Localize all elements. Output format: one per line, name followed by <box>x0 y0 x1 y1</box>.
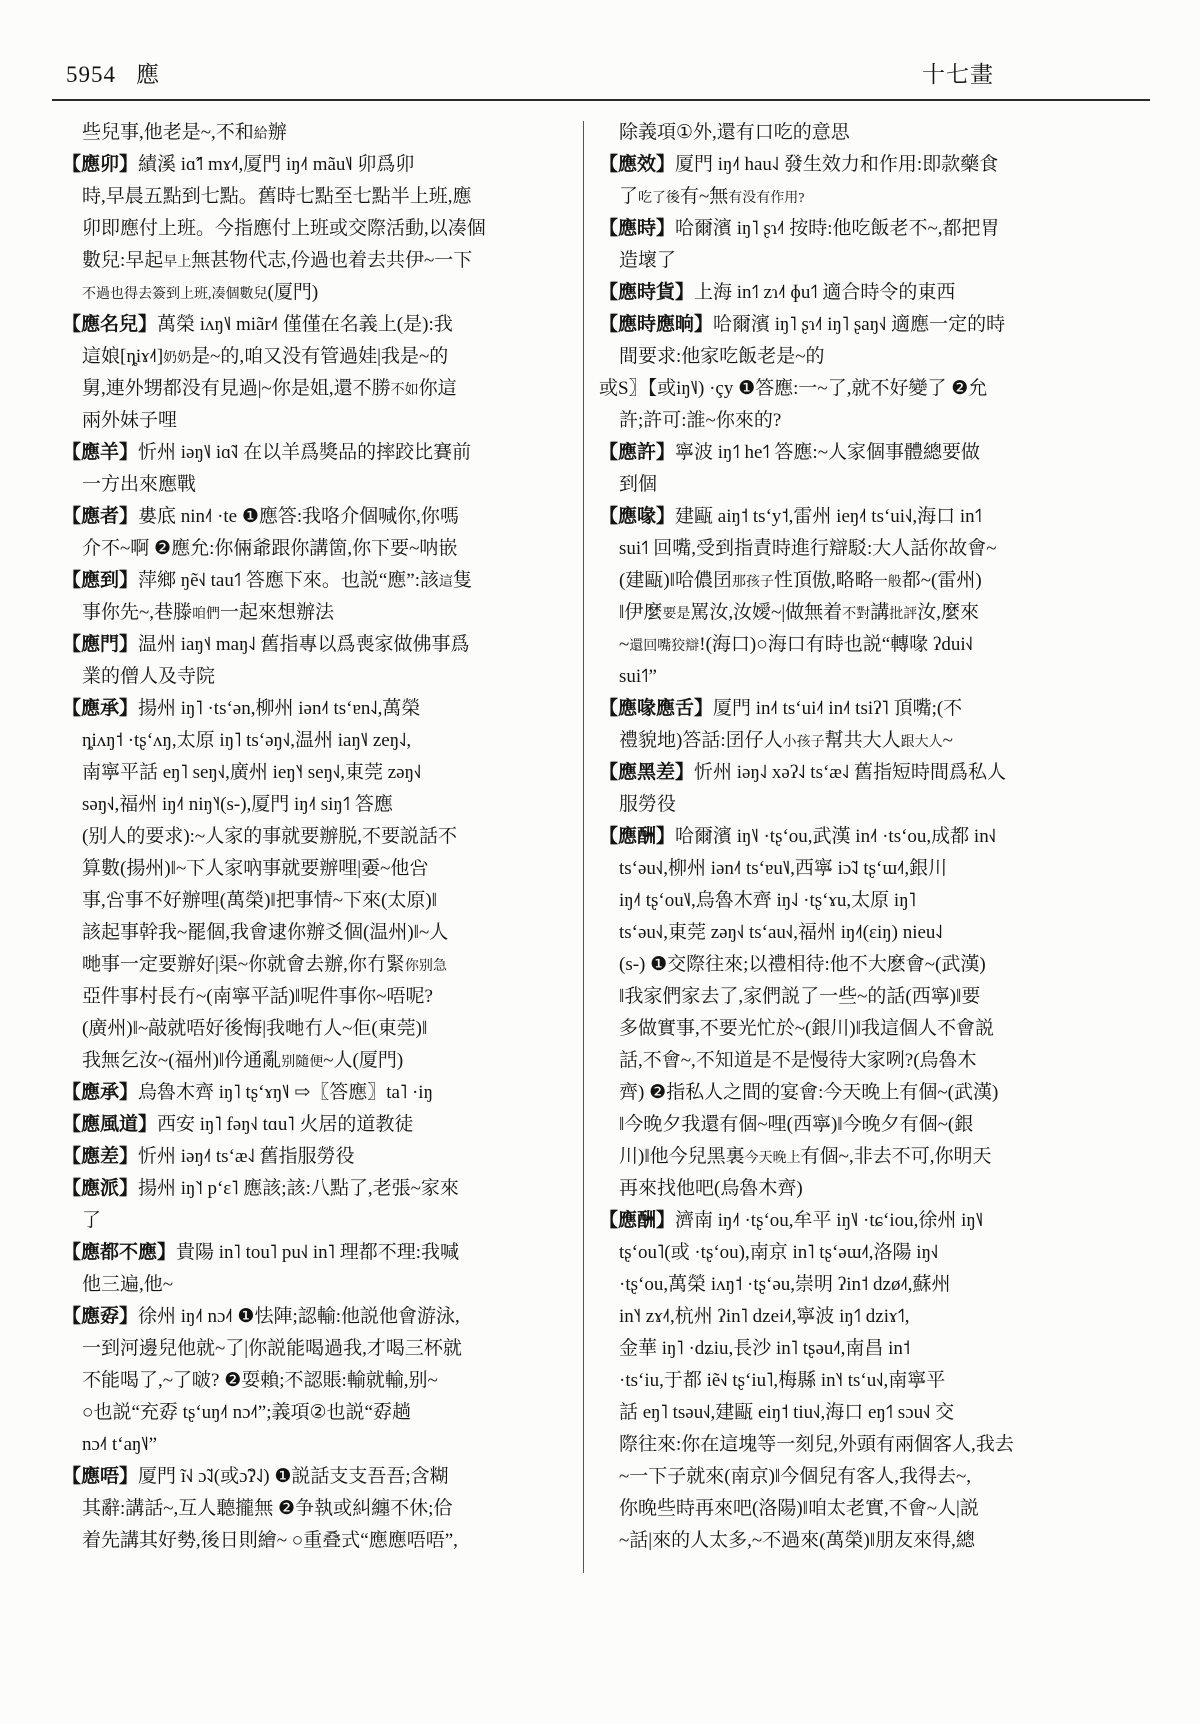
headword: 【應名兒】 <box>62 314 158 335</box>
gloss-small-text: 一般 <box>873 575 902 590</box>
text-run: nɔ˨˦ tʻaŋ˥˩” <box>82 1434 158 1455</box>
headword: 【應羊】 <box>62 442 139 463</box>
text-line <box>599 981 1161 1013</box>
text-line <box>599 917 1161 949</box>
text-run: 業的僧人及寺院 <box>82 666 216 687</box>
headword: 【應門】 <box>62 634 139 655</box>
text-run: 罵汝,汝嬡~|做無着 <box>690 602 843 623</box>
text-run: (廣州)‖~敲就唔好後悔|我哋冇人~佢(東莞)‖ <box>82 1018 428 1039</box>
text-line <box>62 949 568 981</box>
headword: 【應唔】 <box>62 1466 139 1487</box>
text-line <box>62 181 568 213</box>
text-line <box>599 469 1161 501</box>
text-run: ·tʂʻou,萬榮 iʌŋ˦ ·tʂʻəu,崇明 ʔin˦ dzø˨˦,蘇州 <box>619 1274 951 1295</box>
gloss-small-text: 批評 <box>889 607 918 622</box>
gloss-small-text: 不如 <box>390 383 419 398</box>
text-run: 西安 iŋ˥ fəŋ˧˩ tɑu˥ 火居的道教徒 <box>157 1114 414 1135</box>
text-run: 哋事一定要辦好|渠~你就會去辦,你冇緊 <box>82 954 405 975</box>
headword: 【應酬】 <box>599 1210 676 1231</box>
text-line <box>599 949 1161 981</box>
text-run: (厦門) <box>267 282 319 303</box>
text-run: ‖今晚夕我還有個~哩(西寧)‖今晚夕有個~(銀 <box>619 1114 974 1135</box>
text-run: 隻 <box>453 570 473 591</box>
text-run: 算數(揚州)‖~下人家吶事就要辦哩|嫑~他吢 <box>82 858 429 879</box>
text-line <box>599 597 1161 629</box>
text-run: (建甌)‖哈儂囝 <box>619 570 732 591</box>
entry-line <box>599 1205 1161 1237</box>
text-run: 些兒事,他老是~,不和 <box>82 122 254 143</box>
text-run: 績溪 iɑ̃˦˥ mɤ˨˦,厦門 iŋ˨˦ mãu˥˩ 卯爲卯 <box>138 154 415 175</box>
text-run: 上海 in˦˥ zɿ˨˦ ɸu˦˥ 適合時令的東西 <box>694 282 956 303</box>
headword: 【應差】 <box>62 1146 139 1167</box>
text-line <box>599 1493 1161 1525</box>
text-run: 徐州 iŋ˨˦ nɔ˨˦ ❶怯陣;認輸:他説他會游泳, <box>138 1306 460 1327</box>
entry-line <box>599 501 1161 533</box>
text-line <box>62 373 568 405</box>
text-run: 厦門 iŋ˨˦ hau˨˩ 發生效力和作用:即款藥食 <box>675 154 999 175</box>
text-run: 辦 <box>267 122 287 143</box>
text-run: 時,早晨五點到七點。舊時七點至七點半上班,應 <box>82 186 472 207</box>
entry-line <box>599 693 1161 725</box>
text-line <box>62 405 568 437</box>
text-line <box>599 725 1161 757</box>
text-run: 金華 iŋ˥ ·dʑiu,長沙 in˥ tʂəu˨˦,南昌 in˦ <box>619 1338 911 1359</box>
text-line <box>62 1429 568 1461</box>
text-line <box>599 1237 1161 1269</box>
text-run: 講 <box>870 602 890 623</box>
text-line <box>62 725 568 757</box>
text-line <box>599 1525 1161 1557</box>
text-run: 間要求:他家吃飯老是~的 <box>619 346 825 367</box>
gloss-small-text: 不對 <box>842 607 871 622</box>
text-run: 我無乞汝~(福州)‖仱通亂 <box>82 1050 282 1071</box>
entry-line <box>62 1301 568 1333</box>
right-column <box>599 117 1161 1573</box>
entry-line <box>599 821 1161 853</box>
headword: 【應到】 <box>62 570 139 591</box>
text-run: 有~無 <box>680 186 729 207</box>
headword: 【應喙】 <box>599 506 676 527</box>
text-run: 他三遍,他~ <box>82 1274 174 1295</box>
text-run: (s-) ❶交際往來;以禮相待:他不大麽會~(武漢) <box>619 954 986 975</box>
text-run: səŋ˧˩,福州 iŋ˨˦ niŋ˥˧(s-),厦門 iŋ˨˦ siŋ˦˥ 答應 <box>82 794 393 815</box>
text-run: 兩外妹子哩 <box>82 410 178 431</box>
text-run: 多做實事,不要光忙於~(銀川)‖我這個人不會説 <box>619 1018 995 1039</box>
text-line <box>599 1077 1161 1109</box>
text-run: 萬榮 iʌŋ˥˩ miãr˨˦ 僅僅在名義上(是):我 <box>157 314 453 335</box>
text-line <box>599 629 1161 661</box>
headword: 【應時貨】 <box>599 282 695 303</box>
gloss-small-text: 這 <box>439 575 454 590</box>
text-line <box>62 1397 568 1429</box>
text-run: ~人(厦門) <box>323 1050 404 1071</box>
entry-line <box>62 437 568 469</box>
gloss-small-text: 給 <box>253 127 268 142</box>
text-run: 你晚些時再來吧(洛陽)‖咱太老實,不會~人|説 <box>619 1498 979 1519</box>
headword: 【應黑差】 <box>599 762 695 783</box>
text-run: 了 <box>82 1210 102 1231</box>
text-run: tsʻəu˧˩,柳州 iən˨˦ tsʻɐu˥˩,西寧 iɔ̃˨˩ tʂʻɯ˨˦,銀川 <box>619 858 948 879</box>
text-line <box>62 533 568 565</box>
text-line <box>599 1109 1161 1141</box>
headword: 【應效】 <box>599 154 676 175</box>
entry-line <box>599 757 1161 789</box>
entry-line <box>62 501 568 533</box>
gloss-small-text: 小孩子 <box>782 735 825 750</box>
text-run: 造壞了 <box>619 250 677 271</box>
text-run: 許;許可:誰~你來的? <box>619 410 782 431</box>
text-run: 着先講其好勢,後日則繪~ ○重叠式“應應唔唔”, <box>82 1530 458 1551</box>
entry-line <box>62 1173 568 1205</box>
text-line <box>62 1205 568 1237</box>
text-run: 亞件事村長冇~(南寧平話)‖呢件事你~唔呢? <box>82 986 433 1007</box>
text-line <box>62 757 568 789</box>
headword: 【應都不應】 <box>62 1242 177 1263</box>
entry-line <box>599 149 1161 181</box>
text-line <box>62 981 568 1013</box>
text-run: 話,不會~,不知道是不是慢待大家咧?(烏魯木 <box>619 1050 977 1071</box>
text-run: 忻州 iəŋ˥˩ iɑ̃˧˩ 在以羊爲獎品的摔跤比賽前 <box>138 442 472 463</box>
entry-line <box>62 309 568 341</box>
headword: 【應孬】 <box>62 1306 139 1327</box>
gloss-small-text: 奶奶 <box>163 351 192 366</box>
text-run: 到個 <box>619 474 658 495</box>
text-line <box>599 853 1161 885</box>
text-run: 了 <box>619 186 639 207</box>
text-line <box>599 1461 1161 1493</box>
headword: 【應承】 <box>62 1082 139 1103</box>
text-run: 該起事幹我~罷個,我會逮你辦爻個(温州)‖~人 <box>82 922 449 943</box>
page-header <box>0 0 1200 99</box>
text-run: ~一下子就來(南京)‖今個兒有客人,我得去~, <box>619 1466 972 1487</box>
text-run: 有個~,非去不可,你明天 <box>800 1146 992 1167</box>
headword: 【應風道】 <box>62 1114 158 1135</box>
text-columns <box>0 101 1200 1573</box>
text-run: ȵiʌŋ˦ ·tʂʻʌŋ,太原 iŋ˥ tsʻəŋ˧˩,温州 iaŋ˥˩ zeŋ˨˩, <box>82 730 412 751</box>
text-run: 一起來想辦法 <box>220 602 335 623</box>
entry-line <box>599 437 1161 469</box>
text-run: 舅,連外甥都没有見過|~你是姐,還不勝 <box>82 378 391 399</box>
text-line <box>599 1013 1161 1045</box>
headword: 【應喙應舌】 <box>599 698 714 719</box>
text-run: 都~(雷州) <box>901 570 982 591</box>
text-line <box>62 917 568 949</box>
text-run: iŋ˨˦ tʂʻou˥˩,烏魯木齊 iŋ˨˩ ·tʂʻɤu,太原 iŋ˥ <box>619 890 916 911</box>
text-run: 一方出來應戰 <box>82 474 197 495</box>
text-line <box>599 181 1161 213</box>
text-run: ~ <box>619 634 630 655</box>
gloss-small-text: 要是 <box>662 607 691 622</box>
text-run: 貴陽 in˥ tou˥ pu˧˩ in˥ 理都不理:我喊 <box>176 1242 459 1263</box>
text-run: 事,吢事不好辦哩(萬榮)‖把事情~下來(太原)‖ <box>82 890 438 911</box>
text-line <box>599 1045 1161 1077</box>
headword: 【應時應晌】 <box>599 314 714 335</box>
text-run: 你這 <box>418 378 457 399</box>
text-line <box>599 1365 1161 1397</box>
headword: 【應卯】 <box>62 154 139 175</box>
text-run: 厦門 in˨˦ tsʻui˨˦ in˨˦ tsiʔ˥ 頂嘴;(不 <box>713 698 963 719</box>
text-run: 萍鄉 ŋẽ˧˩ tau˦˥ 答應下來。也説“應”:該 <box>138 570 440 591</box>
text-line <box>599 117 1161 149</box>
text-run: 幫共大人 <box>824 730 901 751</box>
text-run: 忻州 iəŋ˨˦ tsʻæ˨˩ 舊指服勞役 <box>138 1146 355 1167</box>
text-run: 卯即應付上班。今指應付上班或交際活動,以凑個 <box>82 218 486 239</box>
entry-line <box>62 1141 568 1173</box>
text-run: 哈爾濱 iŋ˥ ʂɿ˨˦ iŋ˥ ʂaŋ˧˩ 適應一定的時 <box>713 314 1006 335</box>
text-line <box>599 373 1161 405</box>
text-line <box>62 1365 568 1397</box>
text-run: 濟南 iŋ˨˦ ·tʂʻou,牟平 iŋ˥˩ ·tɕʻiou,徐州 iŋ˥˩ <box>675 1210 984 1231</box>
text-line <box>62 245 568 277</box>
text-run: 禮貌地)答話:囝仔人 <box>619 730 783 751</box>
text-run: ‖伊麼 <box>619 602 663 623</box>
text-line <box>62 1269 568 1301</box>
text-run: 南寧平話 eŋ˥ seŋ˧˩,廣州 ieŋ˥˧ seŋ˧˩,東莞 zəŋ˧˩ <box>82 762 422 783</box>
text-run: tʂʻou˥(或 ·tʂʻou),南京 in˥ tʂʻəɯ˨˦,洛陽 iŋ˧˩ <box>619 1242 939 1263</box>
text-line <box>62 341 568 373</box>
entry-line <box>599 213 1161 245</box>
gloss-small-text: 跟大人 <box>900 735 943 750</box>
text-run: 除義項①外,還有口吃的意思 <box>619 122 850 143</box>
text-run: 數兒:早起 <box>82 250 164 271</box>
text-run: ~ <box>942 730 953 751</box>
text-line <box>62 1493 568 1525</box>
text-run: 揚州 iŋ˥˦ pʻɛ˥ 應該;該:八點了,老張~家來 <box>138 1178 459 1199</box>
text-run: 不能喝了,~了啵? ❷耍賴;不認賬:輸就輸,别~ <box>82 1370 438 1391</box>
text-line <box>599 1429 1161 1461</box>
text-run: 揚州 iŋ˥ ·tsʻən,柳州 iən˨˦ tsʻɐn˨˩,萬榮 <box>138 698 421 719</box>
text-line <box>62 1045 568 1077</box>
gloss-small-text: 那孩子 <box>732 575 774 590</box>
entry-line <box>599 309 1161 341</box>
gloss-small-text: 早上 <box>163 255 192 270</box>
gloss-small-text: 今天晚上 <box>744 1151 801 1166</box>
text-run: 性頂傲,略略 <box>774 570 874 591</box>
text-line <box>599 565 1161 597</box>
text-line <box>62 821 568 853</box>
text-line <box>599 245 1161 277</box>
text-run: 齊) ❷指私人之間的宴會:今天晚上有個~(武漢) <box>619 1082 999 1103</box>
text-run: in˥˧ zɤ˨˦,杭州 ʔin˥ dzei˨˦,寧波 iŋ˦˥ dziɤ˦˥, <box>619 1306 910 1327</box>
text-run: tsʻəu˧˩,東莞 zəŋ˧˩ tsʻau˧˩,福州 iŋ˨˦(ɛiŋ) nieu˨˩ <box>619 922 943 943</box>
text-run: 事你先~,巷滕 <box>82 602 193 623</box>
gloss-small-text: 還回嘴狡辯 <box>629 639 700 654</box>
text-line <box>62 1525 568 1557</box>
entry-line <box>62 1109 568 1141</box>
text-run: 哈爾濱 iŋ˥ ʂɿ˨˦ 按時:他吃飯老不~,都把胃 <box>675 218 1000 239</box>
text-line <box>62 1333 568 1365</box>
text-line <box>599 533 1161 565</box>
text-line <box>599 1333 1161 1365</box>
section-label: 十七畫 <box>922 62 994 87</box>
page-number: 5954 <box>66 62 116 87</box>
gloss-small-text: 你别急 <box>404 959 447 974</box>
text-run: !(海口)○海口有時也説“轉喙 ʔdui˧˩ <box>699 634 973 655</box>
text-line <box>599 1269 1161 1301</box>
text-run: sui˦˥” <box>619 666 657 687</box>
text-run: 際往來:你在這塊等一刻兒,外頭有兩個客人,我去 <box>619 1434 1014 1455</box>
text-run: 無甚物代志,仱過也着去共伊~一下 <box>191 250 473 271</box>
text-line <box>599 1173 1161 1205</box>
entry-line <box>62 1237 568 1269</box>
gloss-small-text: 咱們 <box>192 607 221 622</box>
text-run: 汝,麼來 <box>917 602 979 623</box>
entry-line <box>62 565 568 597</box>
text-run: 哈爾濱 iŋ˥˩ ·tʂʻou,武漢 in˨˦ ·tsʻou,成都 in˧˩ <box>675 826 996 847</box>
headword: 【應者】 <box>62 506 139 527</box>
text-line <box>62 1013 568 1045</box>
text-run: ○也説“充孬 tʂʻuŋ˨˦ nɔ˨˦”;義項②也説“孬趟 <box>82 1402 411 1423</box>
text-line <box>599 1301 1161 1333</box>
text-run: 烏魯木齊 iŋ˥ tʂʻɤŋ˥˩ ⇨〖答應〗ta˥ ·iŋ <box>138 1082 433 1103</box>
text-line <box>62 213 568 245</box>
text-line <box>599 885 1161 917</box>
text-line <box>599 1397 1161 1429</box>
entry-line <box>62 149 568 181</box>
text-line <box>599 789 1161 821</box>
text-line <box>599 661 1161 693</box>
text-line <box>62 277 568 309</box>
column-divider <box>583 121 584 1573</box>
text-run: 建甌 aiŋ˦ tsʻy˦,雷州 ieŋ˨˦ tsʻui˧˩,海口 in˦˥ <box>675 506 982 527</box>
headword: 【應派】 <box>62 1178 139 1199</box>
text-line <box>62 789 568 821</box>
entry-line <box>62 1077 568 1109</box>
gloss-small-text: 有没有作用? <box>728 191 805 206</box>
text-line <box>62 853 568 885</box>
head-character: 應 <box>136 62 160 87</box>
text-run: ~話|來的人太多,~不過來(萬榮)‖朋友來得,總 <box>619 1530 975 1551</box>
text-run: 這娘[ȵiɤ˨˦] <box>82 346 164 367</box>
text-line <box>599 341 1161 373</box>
text-run: 婁底 nin˨˦ ·te ❶應答:我咯介個喊你,你嗎 <box>138 506 459 527</box>
text-run: 是~的,咱又没有管過娃|我是~的 <box>191 346 449 367</box>
text-run: 厦門 ĩ˧˩ ɔ̃˨˩(或ɔ̃ʔ˨˩) ❶説話支支吾吾;含糊 <box>138 1466 449 1487</box>
text-run: 話 eŋ˥ tsəu˧˩,建甌 eiŋ˦ tiu˧˩,海口 eŋ˦˥ sɔu˧˩ 交 <box>619 1402 955 1423</box>
text-run: 或S〗【或iŋ˥˩) ·çy ❶答應:一~了,就不好變了 ❷允 <box>599 378 988 399</box>
text-run: sui˦˥ 回嘴,受到指責時進行辯駁:大人話你故會~ <box>619 538 997 559</box>
text-run: 介不~啊 ❷應允:你倆爺跟你講箇,你下要~呐嵌 <box>82 538 458 559</box>
text-run: 川)‖他今兒黑裏 <box>619 1146 745 1167</box>
text-line <box>62 117 568 149</box>
text-run: 忻州 iəŋ˨˩ xəʔ˨˩ tsʻæ˨˩ 舊指短時間爲私人 <box>694 762 1006 783</box>
gloss-small-text: 不過也得去簽到上班,凑個數兒 <box>82 287 268 302</box>
gloss-small-text: 吃了後 <box>638 191 681 206</box>
headword: 【應許】 <box>599 442 676 463</box>
text-run: 其辭:講話~,互人聽攏無 ❷争執或糾纏不休;佮 <box>82 1498 453 1519</box>
text-run: 温州 iaŋ˦˨ maŋ˨˩ 舊指專以爲喪家做佛事爲 <box>138 634 470 655</box>
text-run: ‖我家們家去了,家們説了一些~的話(西寧)‖要 <box>619 986 981 1007</box>
gloss-small-text: 别隨便 <box>281 1055 324 1070</box>
text-run: 再來找他吧(烏魯木齊) <box>619 1178 803 1199</box>
headword: 【應承】 <box>62 698 139 719</box>
entry-line <box>599 277 1161 309</box>
text-line <box>62 661 568 693</box>
text-line <box>62 597 568 629</box>
text-line <box>62 885 568 917</box>
headword: 【應時】 <box>599 218 676 239</box>
header-left <box>66 56 160 89</box>
text-run: ·tsʻiu,于都 iẽ˧˩ tʂʻiu˥,梅縣 in˥˧ tsʻu˧˩,南寧平 <box>619 1370 946 1391</box>
left-column <box>62 117 568 1573</box>
entry-line <box>62 1461 568 1493</box>
entry-line <box>62 693 568 725</box>
text-run: (别人的要求):~人家的事就要辦脱,不要説話不 <box>82 826 457 847</box>
headword: 【應酬】 <box>599 826 676 847</box>
entry-line <box>62 629 568 661</box>
text-line <box>62 469 568 501</box>
text-line <box>599 405 1161 437</box>
text-run: 寧波 iŋ˦˥ he˦˥ 答應:~人家個事體總要做 <box>675 442 980 463</box>
text-line <box>599 1141 1161 1173</box>
text-run: 服勞役 <box>619 794 677 815</box>
text-run: 一到河邊兒他就~了|你説能喝過我,才喝三杯就 <box>82 1338 462 1359</box>
